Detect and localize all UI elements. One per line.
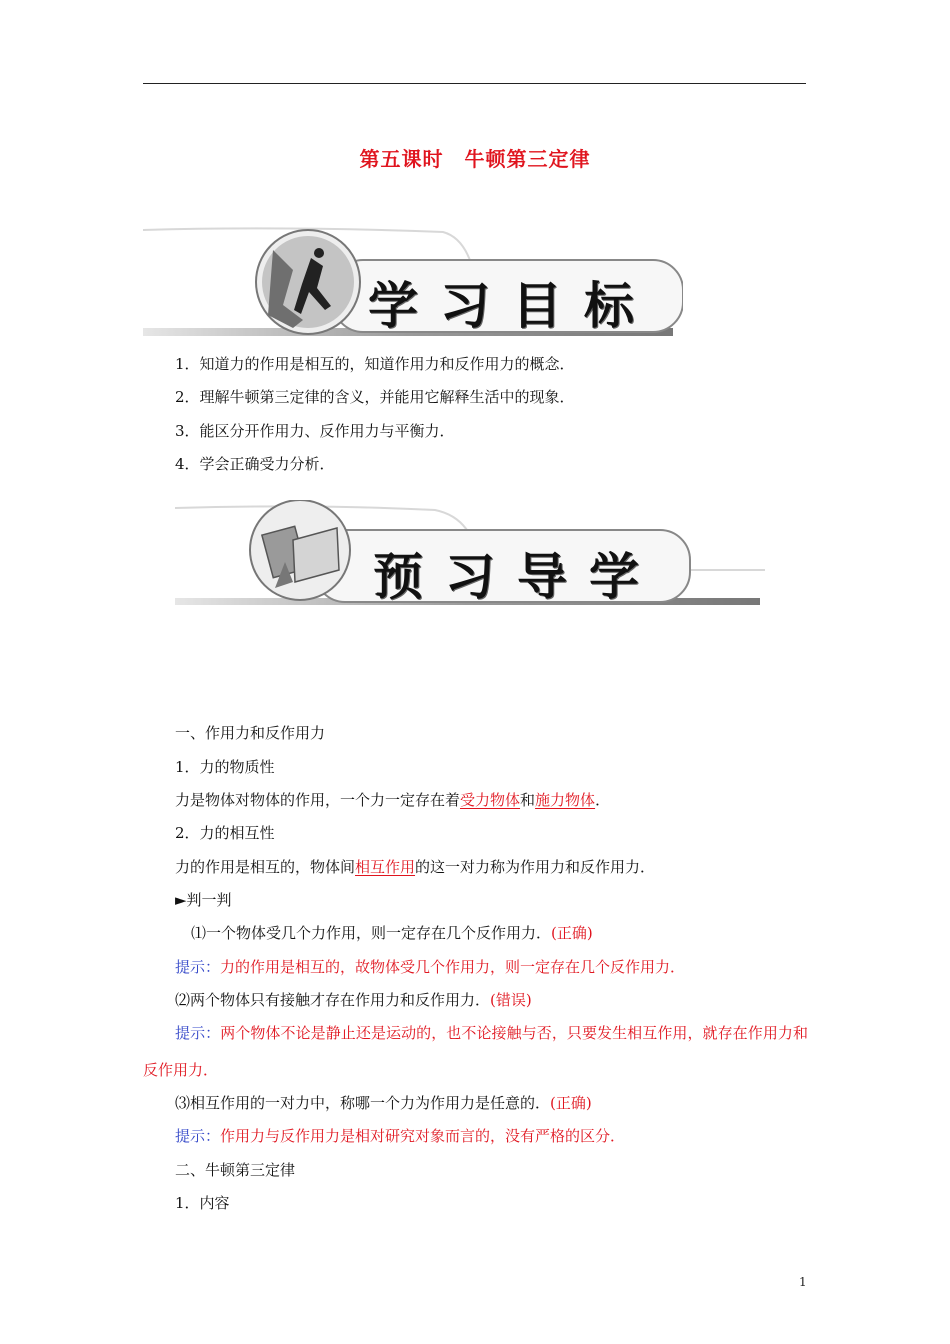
section2-sub1: 1．内容 [175, 1194, 230, 1212]
hint-text: 力的作用是相互的，故物体受几个作用力，则一定存在几个反作用力． [220, 958, 686, 976]
question-2 [175, 989, 532, 1011]
fill-blank-answer: 相互作用 [355, 858, 416, 876]
hint-label: 提示： [175, 958, 221, 976]
answer-label: (错误) [490, 991, 532, 1009]
hint-label: 提示： [175, 1127, 221, 1145]
hint-text: 作用力与反作用力是相对研究对象而言的，没有严格的区分． [220, 1127, 626, 1145]
para1-text: ． [595, 791, 611, 809]
section1-sub2: 2．力的相互性 [175, 824, 275, 842]
fill-blank-answer: 施力物体 [535, 791, 596, 809]
question-text: ⑵两个物体只有接触才存在作用力和反作用力． [175, 991, 491, 1009]
answer-label: (正确) [551, 924, 593, 942]
para1-text: 力是物体对物体的作用，一个力一定存在着 [175, 791, 461, 809]
objectives-banner-label: 学习目标 [368, 276, 656, 335]
question-text: ⑶相互作用的一对力中，称哪一个力为作用力是任意的． [175, 1094, 551, 1112]
section1-para2 [175, 856, 655, 878]
section1-sub1: 1．力的物质性 [175, 758, 275, 776]
objective-item-3: 3．能区分开作用力、反作用力与平衡力． [175, 422, 455, 440]
preview-banner-label: 预习导学 [373, 547, 661, 606]
objectives-banner [143, 220, 683, 345]
objective-item-1: 1．知道力的作用是相互的，知道作用力和反作用力的概念． [175, 355, 575, 373]
para2-text: 力的作用是相互的，物体间 [175, 858, 356, 876]
section2-heading: 二、牛顿第三定律 [175, 1161, 296, 1179]
section1-heading: 一、作用力和反作用力 [175, 724, 326, 742]
objective-item-4: 4．学会正确受力分析． [175, 455, 335, 473]
answer-label: (正确) [550, 1094, 592, 1112]
para2-text: 的这一对力称为作用力和反作用力． [415, 858, 656, 876]
question-text: ⑴一个物体受几个力作用，则一定存在几个反作用力． [191, 924, 552, 942]
judge-title: ►判一判 [175, 891, 232, 909]
hint-text: 两个物体不论是静止还是运动的，也不论接触与否，只要发生相互作用，就存在作用力和反作用力． [143, 1024, 808, 1079]
hint-label: 提示： [175, 1024, 221, 1042]
preview-banner [175, 500, 765, 612]
question-3 [175, 1092, 592, 1114]
page-title: 第五课时 牛顿第三定律 [359, 147, 591, 171]
question-1 [191, 922, 593, 944]
hint-3 [175, 1125, 625, 1147]
para1-text: 和 [520, 791, 536, 809]
fill-blank-answer: 受力物体 [460, 791, 521, 809]
page-number: 1 [799, 1275, 807, 1289]
objective-item-2: 2．理解牛顿第三定律的含义，并能用它解释生活中的现象． [175, 388, 575, 406]
hint-2 [143, 1015, 808, 1089]
hint-1 [175, 956, 685, 978]
header-rule [143, 83, 806, 84]
section1-para1 [175, 789, 610, 811]
